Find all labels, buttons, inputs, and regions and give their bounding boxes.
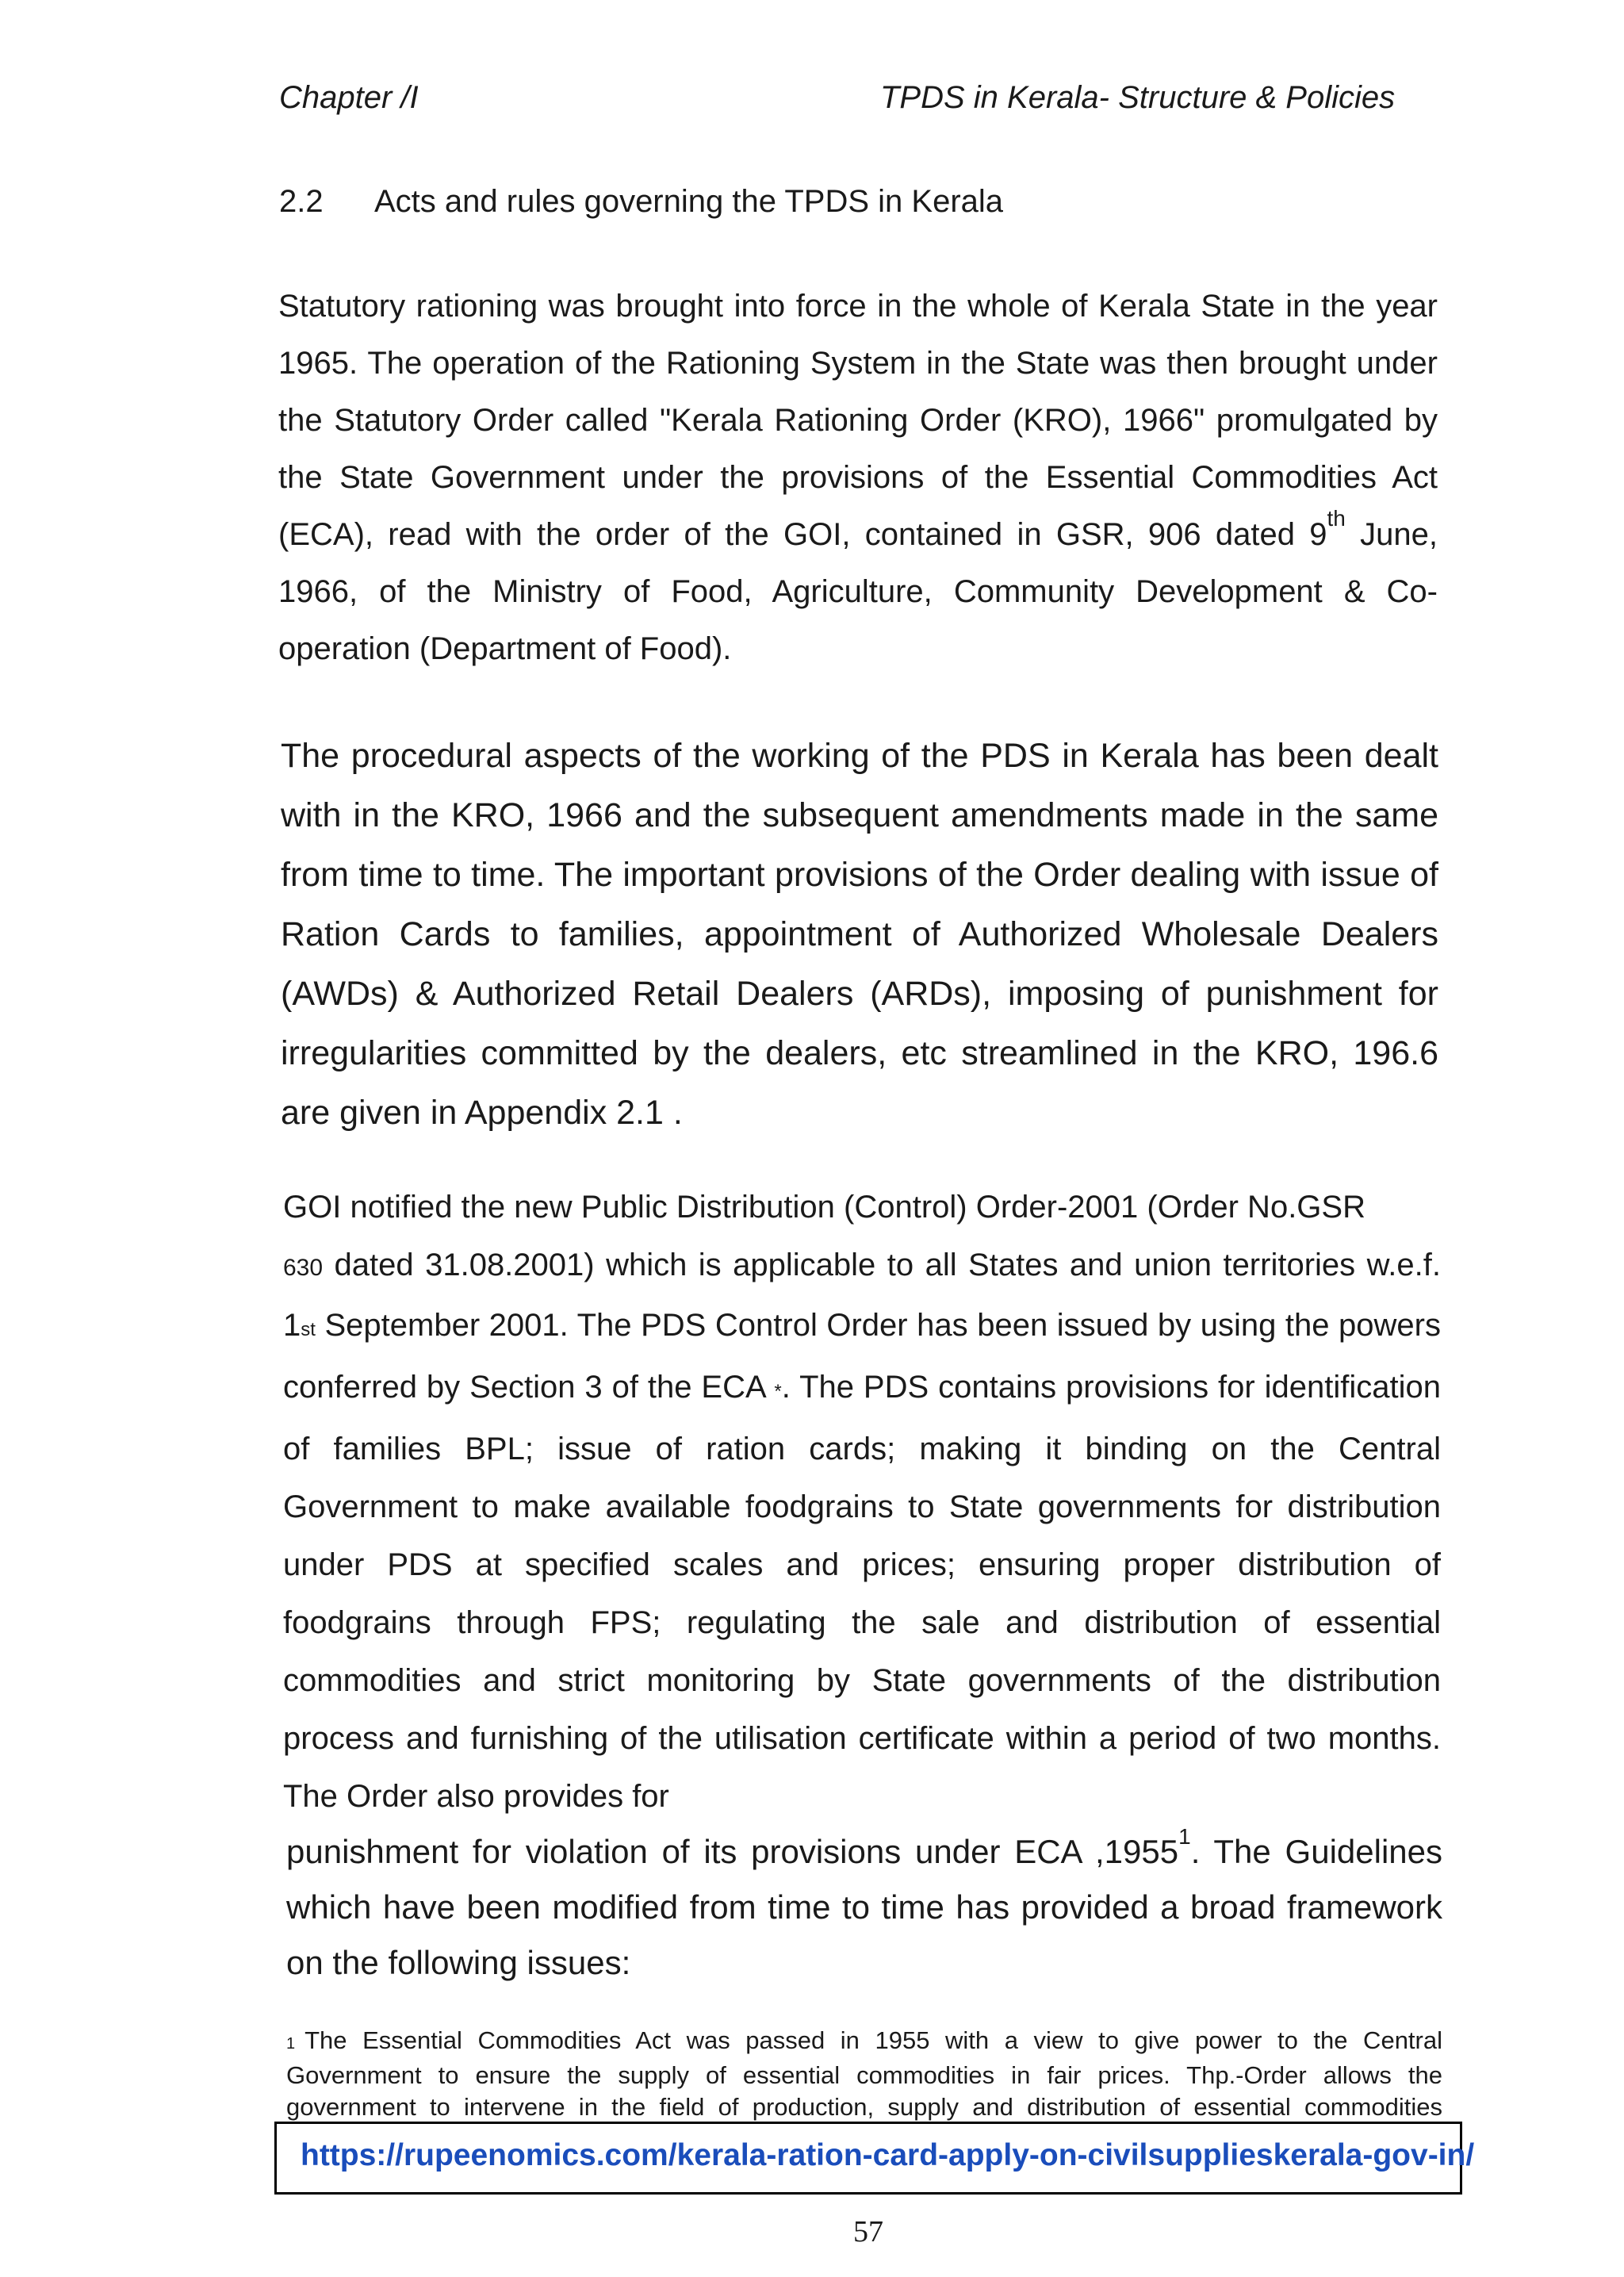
paragraph-procedural-aspects [281, 726, 1438, 1143]
paragraph-text: GOI notified the new Public Distribution (Control) Order-2001 (Order No.GSR [283, 1190, 1365, 1225]
asterisk-marker: * [774, 1381, 782, 1402]
paragraph-punishment [286, 1824, 1442, 1991]
running-header-chapter: Chapter /I [279, 80, 419, 115]
section-heading [279, 181, 1003, 222]
footnote [286, 2025, 1442, 2123]
source-link[interactable]: https://rupeenomics.com/kerala-ration-card-apply-on-civilsupplieskerala-gov-in/ [301, 2138, 1475, 2172]
section-title: Acts and rules governing the TPDS in Kerala [374, 184, 1004, 219]
paragraph-text: punishment for violation of its provisions under ECA ,1955 [286, 1833, 1179, 1870]
paragraph-text: dated 31.08.2001) which is applicable to all States and union territories w.e.f. 1 [283, 1248, 1441, 1343]
footnote-text: The Essential Commodities Act was passed in 1955 with a view to give power to the Central Government to ensure the supply of essential commodities in fair prices. Thp.-Order allows the government to intervene in the field of production, supply and distribution of essential commodities [286, 2026, 1442, 2121]
running-header-title: TPDS in Kerala- Structure & Policies [880, 80, 1396, 115]
paragraph-text: September 2001. The PDS Control Order has been issued by using the powers conferred by Section 3 of the ECA [283, 1308, 1441, 1405]
ordinal-suffix-small: st [301, 1319, 316, 1340]
paragraph-text: The procedural aspects of the working of the PDS in Kerala has been dealt with in the KRO, 1966 and the subsequent amendments made in the same from time to time. The important provisions of the Order dealing with issue of Ration Cards to families, appointment of Authorized Wholesale Dealers (AWDs) & Authorized Retail Dealers (ARDs), imposing of punishment for irregularities committed by the dealers, etc streamlined in the KRO, 196.6 are given in Appendix 2.1 . [281, 737, 1438, 1132]
order-number-small: 630 [283, 1255, 324, 1281]
section-number: 2.2 [279, 184, 324, 219]
paragraph-text: Statutory rationing was brought into force in the whole of Kerala State in the year 1965. The operation of the Rationing System in the State was then brought under the Statutory Order called "Kerala Rationing Order (KRO), 1966" promulgated by the State Government under the provisions of the Essential Commodities Act (ECA), read with the order of the GOI, contained in GSR, 906 dated 9 [278, 289, 1438, 552]
source-link-box [274, 2122, 1475, 2195]
paragraph-text: . The Guidelines which have been modified from time to time has provided a broad framework on the following issues: [286, 1833, 1442, 1981]
superscript-ordinal: th [1327, 506, 1346, 531]
page-number: 57 [853, 2215, 883, 2248]
paragraph-pds-control-order [283, 1179, 1441, 1826]
paragraph-statutory-rationing [278, 278, 1438, 677]
footnote-reference: 1 [1178, 1824, 1191, 1849]
footnote-marker: 1 [286, 2035, 296, 2053]
paragraph-text: June, 1966, of the Ministry of Food, Agriculture, Community Development & Co-operation (Department of Food). [278, 517, 1438, 666]
paragraph-text: . The PDS contains provisions for identification of families BPL; issue of ration cards; making it binding on the Central Government to make available foodgrains to State governments for distribution under PDS at specified scales and prices; ensuring proper distribution of foodgrains through FPS; regulating the sale and distribution of essential commodities and strict monitoring by State governments of the distribution process and furnishing of the utilisation certificate within a period of two months. The Order also provides for [283, 1370, 1441, 1814]
